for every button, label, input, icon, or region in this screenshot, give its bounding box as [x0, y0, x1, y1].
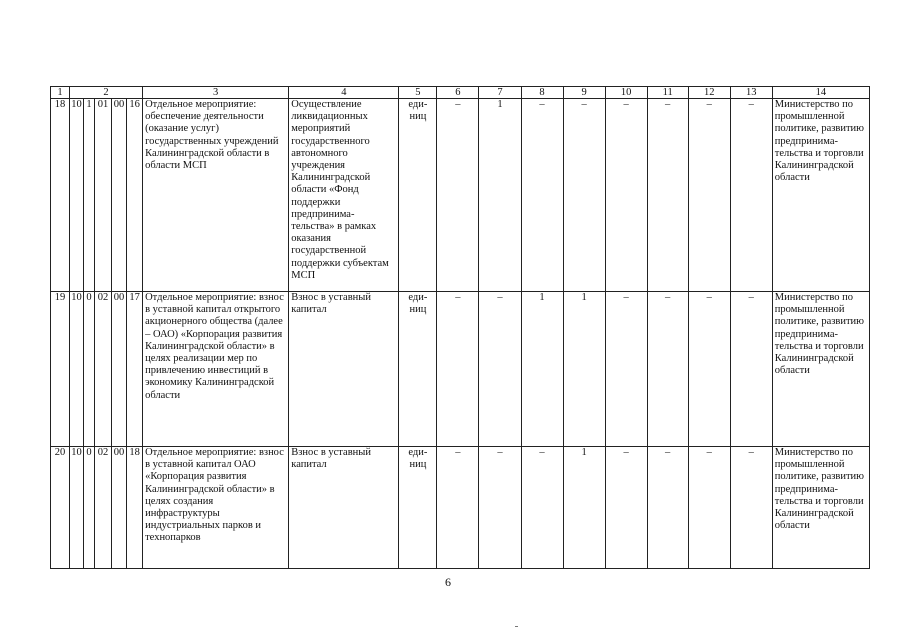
- header-cell: 9: [563, 87, 605, 99]
- value-cell: –: [479, 292, 521, 447]
- header-cell: 5: [399, 87, 437, 99]
- header-cell: 3: [143, 87, 289, 99]
- table-row: [51, 292, 870, 447]
- code-part: 10: [70, 99, 84, 292]
- value-cell: –: [437, 292, 479, 447]
- event-cell: Отдельное мероприятие: взнос в уставной капитал ОАО «Корпорация развития Калининградской области» в целях создания инфраструктуры индустриальных парков и технопарков: [143, 447, 289, 569]
- unit-cell: еди-ниц: [399, 99, 437, 292]
- header-cell: 12: [688, 87, 730, 99]
- header-cell: 11: [647, 87, 688, 99]
- value-cell: –: [688, 447, 730, 569]
- row-number: 18: [51, 99, 70, 292]
- code-part: 1: [84, 99, 95, 292]
- unit-cell: еди-ниц: [399, 292, 437, 447]
- row-number: 19: [51, 292, 70, 447]
- value-cell: 1: [563, 447, 605, 569]
- page-number: 6: [445, 575, 451, 589]
- value-cell: –: [730, 99, 772, 292]
- code-part: 10: [70, 447, 84, 569]
- value-cell: –: [647, 99, 688, 292]
- value-cell: –: [521, 447, 563, 569]
- event-cell: Отдельное мероприятие: взнос в уставной капитал открытого акционерного общества (далее – ОАО) «Корпорация развития Калининградской области» в целях реализации мер по привлечению инвестиций в экономику Калининградской области: [143, 292, 289, 447]
- executor-cell: Министерство по промышленной политике, развитию предпринима-тельства и торговли Калининградской области: [772, 99, 869, 292]
- header-cell: 2: [70, 87, 143, 99]
- code-part: 01: [95, 99, 112, 292]
- table-row: [51, 99, 870, 292]
- header-cell: 8: [521, 87, 563, 99]
- header-row: [51, 87, 870, 99]
- event-cell: Отдельное мероприятие: обеспечение деятельности (оказание услуг) государственных учреждений Калининградской области в области МСП: [143, 99, 289, 292]
- value-cell: 1: [563, 292, 605, 447]
- table-row: [51, 447, 870, 569]
- header-cell: 14: [772, 87, 869, 99]
- header-cell: 13: [730, 87, 772, 99]
- value-cell: 1: [479, 99, 521, 292]
- value-cell: –: [647, 447, 688, 569]
- header-cell: 4: [289, 87, 399, 99]
- value-cell: –: [605, 99, 647, 292]
- code-part: 17: [127, 292, 143, 447]
- value-cell: –: [605, 292, 647, 447]
- indicator-cell: Взнос в уставный капитал: [289, 292, 399, 447]
- header-cell: 6: [437, 87, 479, 99]
- header-cell: 7: [479, 87, 521, 99]
- scan-speck: [515, 626, 518, 627]
- code-part: 00: [112, 99, 127, 292]
- value-cell: –: [563, 99, 605, 292]
- code-part: 18: [127, 447, 143, 569]
- indicator-cell: Осуществление ликвидационных мероприятий государственного автономного учреждения Калининградской области «Фонд поддержки предпринима-тельства» в рамках оказания государственной поддержки субъектам МСП: [289, 99, 399, 292]
- value-cell: –: [479, 447, 521, 569]
- value-cell: –: [437, 447, 479, 569]
- value-cell: –: [730, 292, 772, 447]
- value-cell: –: [647, 292, 688, 447]
- value-cell: –: [688, 292, 730, 447]
- header-cell: 10: [605, 87, 647, 99]
- value-cell: –: [521, 99, 563, 292]
- executor-cell: Министерство по промышленной политике, развитию предпринима-тельства и торговли Калининградской области: [772, 292, 869, 447]
- code-part: 00: [112, 447, 127, 569]
- header-cell: 1: [51, 87, 70, 99]
- code-part: 02: [95, 292, 112, 447]
- program-table: [50, 86, 870, 569]
- value-cell: –: [605, 447, 647, 569]
- indicator-cell: Взнос в уставный капитал: [289, 447, 399, 569]
- code-part: 10: [70, 292, 84, 447]
- code-part: 02: [95, 447, 112, 569]
- code-part: 00: [112, 292, 127, 447]
- executor-cell: Министерство по промышленной политике, развитию предпринима-тельства и торговли Калининградской области: [772, 447, 869, 569]
- code-part: 0: [84, 447, 95, 569]
- value-cell: 1: [521, 292, 563, 447]
- unit-cell: еди-ниц: [399, 447, 437, 569]
- value-cell: –: [730, 447, 772, 569]
- code-part: 0: [84, 292, 95, 447]
- value-cell: –: [437, 99, 479, 292]
- value-cell: –: [688, 99, 730, 292]
- code-part: 16: [127, 99, 143, 292]
- row-number: 20: [51, 447, 70, 569]
